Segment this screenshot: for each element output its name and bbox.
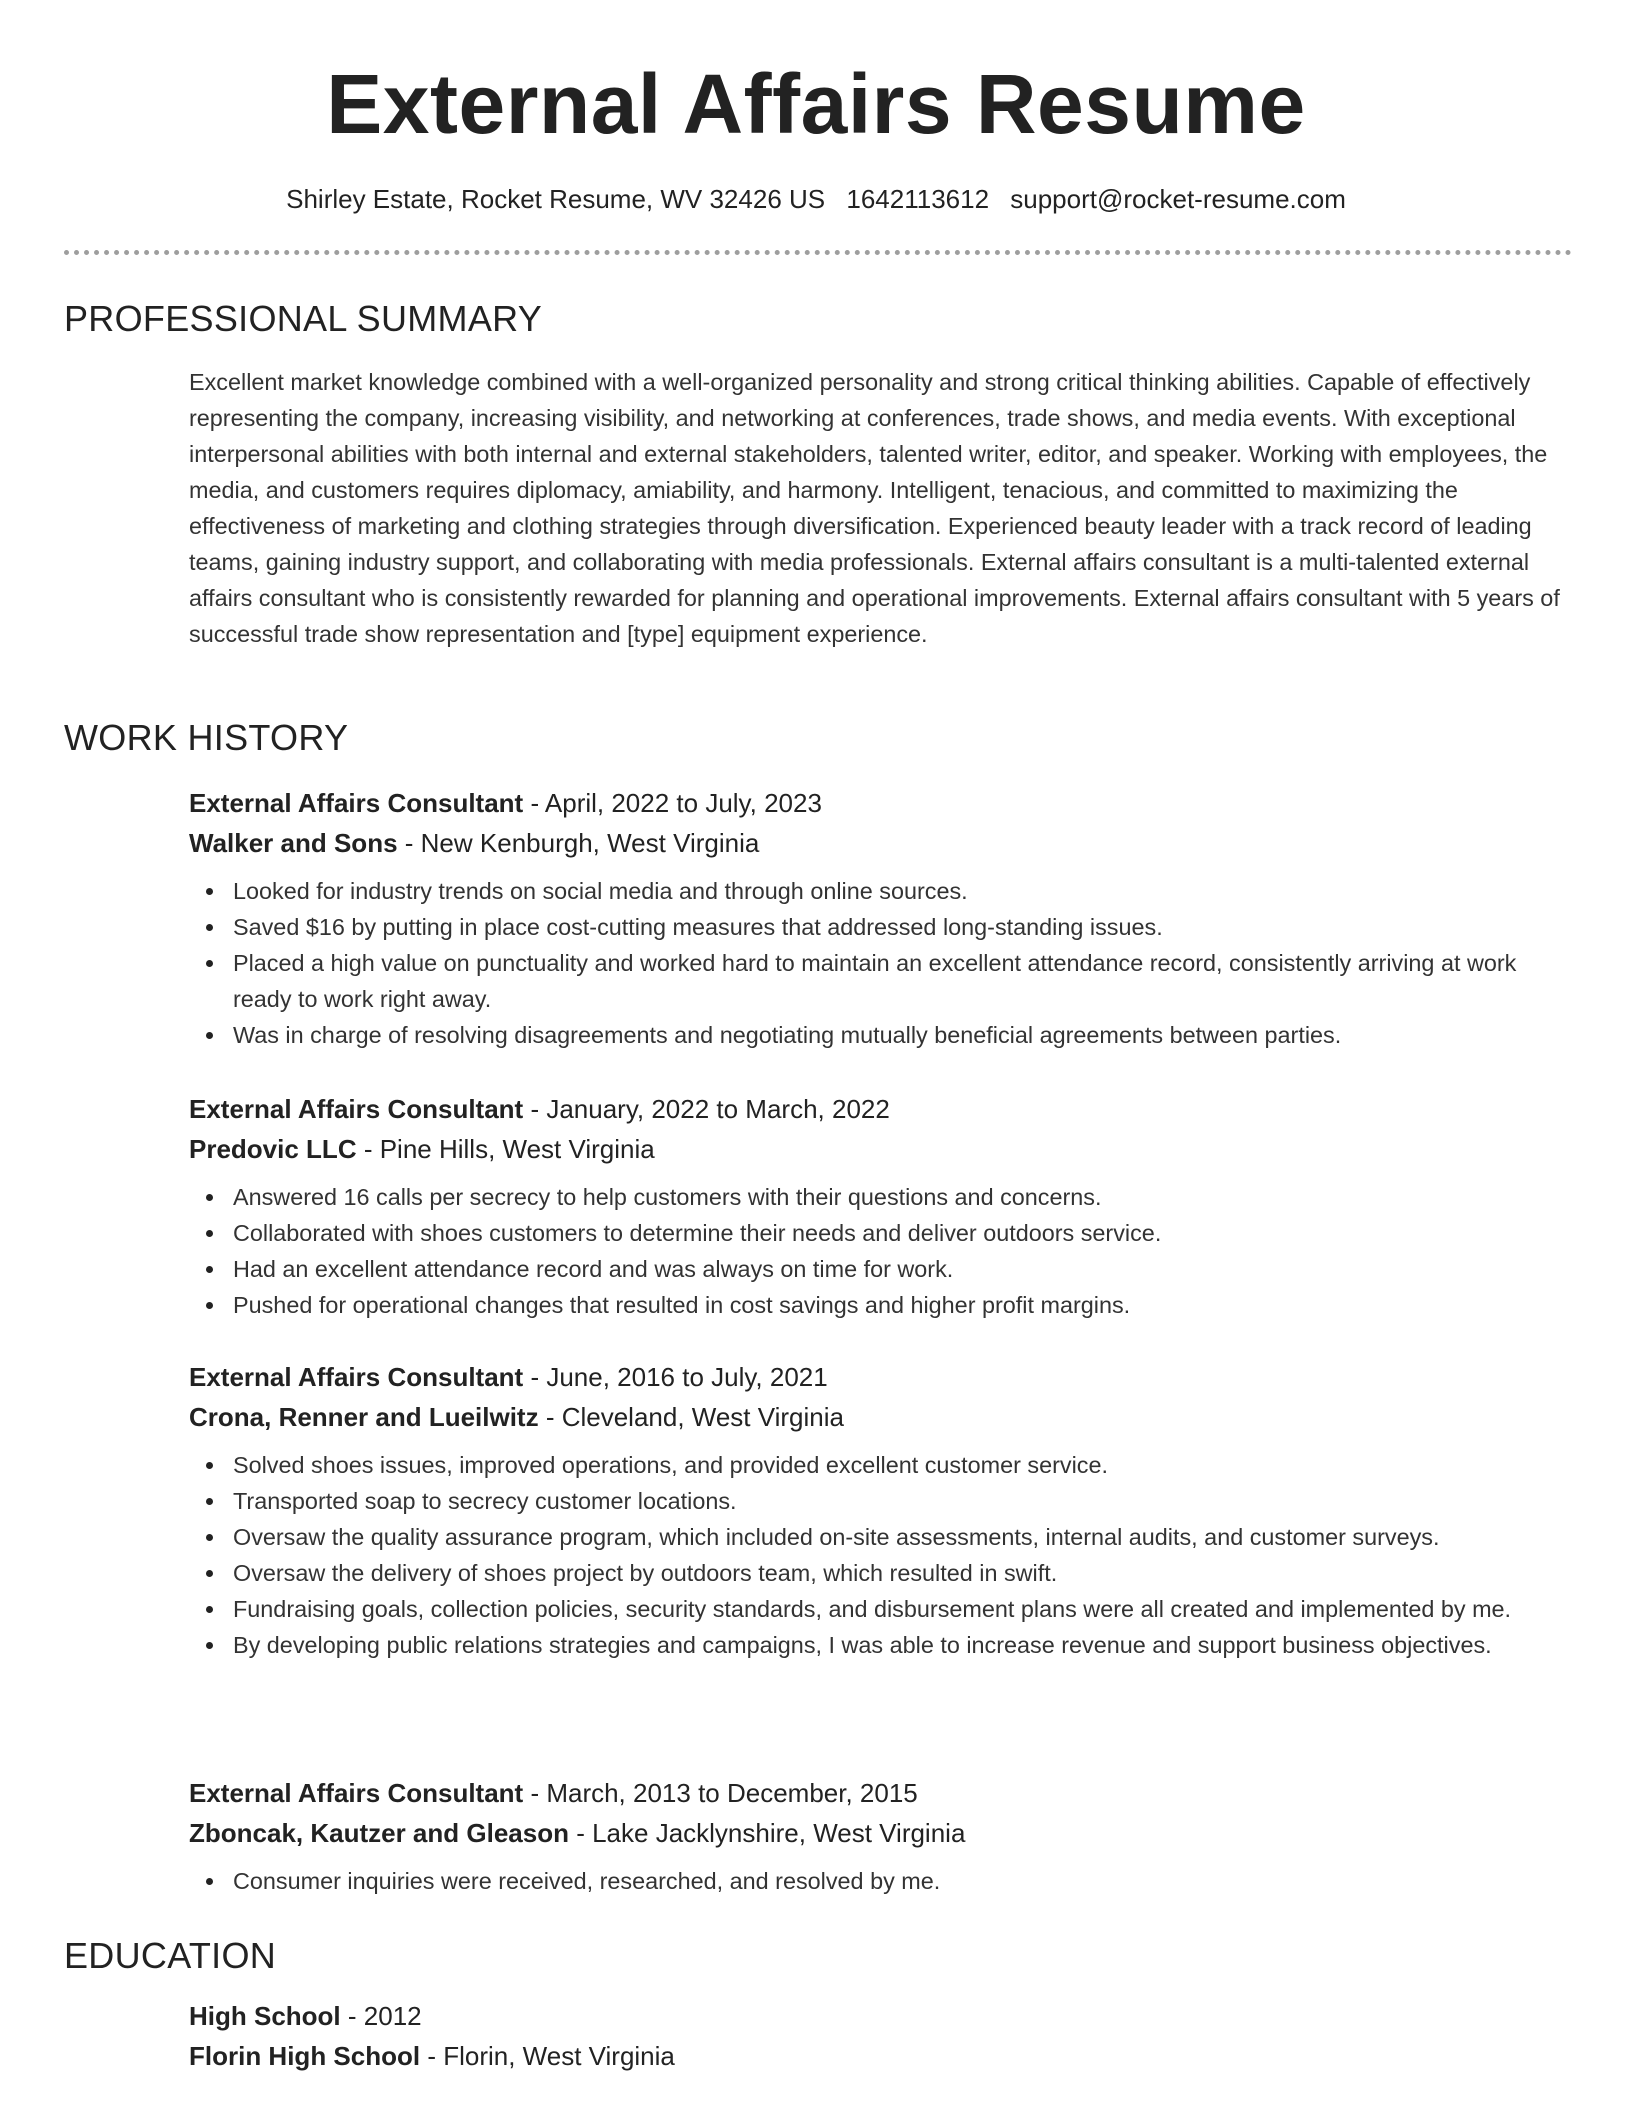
job-dates: - April, 2022 to July, 2023 — [523, 788, 822, 818]
job-title-line — [189, 1773, 1579, 1813]
job-entry — [189, 1357, 1579, 1663]
job-entry — [189, 783, 1579, 1053]
job-dates: - March, 2013 to December, 2015 — [523, 1778, 918, 1808]
job-title: External Affairs Consultant — [189, 788, 524, 818]
education-year: - 2012 — [340, 2001, 422, 2031]
education-entry — [189, 1996, 1569, 2076]
job-entry — [189, 1089, 1579, 1323]
job-duties-list — [189, 1863, 1579, 1899]
summary-heading: PROFESSIONAL SUMMARY — [64, 298, 543, 339]
job-title: External Affairs Consultant — [189, 1362, 524, 1392]
contact-phone: 1642113612 — [846, 184, 990, 214]
job-duty: Oversaw the quality assurance program, which included on-site assessments, internal audits, and customer surveys. — [189, 1519, 1579, 1555]
job-location: - Lake Jacklynshire, West Virginia — [568, 1818, 966, 1848]
job-duty: Pushed for operational changes that resulted in cost savings and higher profit margins. — [189, 1287, 1579, 1323]
header-divider — [64, 250, 1572, 255]
job-title-line — [189, 1089, 1579, 1129]
job-duty: Looked for industry trends on social media and through online sources. — [189, 873, 1579, 909]
work-history-heading: WORK HISTORY — [64, 717, 349, 758]
job-duty: Answered 16 calls per secrecy to help customers with their questions and concerns. — [189, 1179, 1579, 1215]
job-duty: Was in charge of resolving disagreements and negotiating mutually beneficial agreements between parties. — [189, 1017, 1579, 1053]
education-location: - Florin, West Virginia — [420, 2041, 675, 2071]
job-duty: Consumer inquiries were received, researched, and resolved by me. — [189, 1863, 1579, 1899]
job-company: Predovic LLC — [189, 1134, 357, 1164]
job-duty: Solved shoes issues, improved operations, and provided excellent customer service. — [189, 1447, 1579, 1483]
education-school: Florin High School — [189, 2041, 421, 2071]
job-location: - Pine Hills, West Virginia — [356, 1134, 655, 1164]
job-title: External Affairs Consultant — [189, 1094, 524, 1124]
job-duties-list — [189, 1179, 1579, 1323]
education-degree-line — [189, 1996, 1569, 2036]
job-duty: Saved $16 by putting in place cost-cutting measures that addressed long-standing issues. — [189, 909, 1579, 945]
contact-line — [0, 181, 1632, 217]
job-location: - Cleveland, West Virginia — [538, 1402, 844, 1432]
summary-text: Excellent market knowledge combined with a well-organized personality and strong critical thinking abilities. Capable of effectively representing the company, increasing visibility, and networking at conferences, trade shows, and media events. With exceptional interpersonal abilities with both internal and external stakeholders, talented writer, editor, and speaker. Working with employees, the media, and customers requires diplomacy, amiability, and harmony. Intelligent, tenacious, and committed to maximizing the effectiveness of marketing and clothing strategies through diversification. Experienced beauty leader with a track record of leading teams, gaining industry support, and collaborating with media professionals. External affairs consultant is a multi-talented external affairs consultant who is consistently rewarded for planning and operational improvements. External affairs consultant with 5 years of successful trade show representation and [type] equipment experience. — [189, 369, 1560, 647]
job-duties-list — [189, 873, 1579, 1053]
job-dates: - June, 2016 to July, 2021 — [523, 1362, 828, 1392]
job-title-line — [189, 1357, 1579, 1397]
job-title-line — [189, 783, 1579, 823]
job-duty: Oversaw the delivery of shoes project by outdoors team, which resulted in swift. — [189, 1555, 1579, 1591]
job-duty: Placed a high value on punctuality and worked hard to maintain an excellent attendance record, consistently arriving at work ready to work right away. — [189, 945, 1579, 1017]
job-duty: Had an excellent attendance record and was always on time for work. — [189, 1251, 1579, 1287]
job-company-line — [189, 823, 1579, 863]
education-school-line — [189, 2036, 1569, 2076]
job-location: - New Kenburgh, West Virginia — [397, 828, 760, 858]
education-degree: High School — [189, 2001, 341, 2031]
education-heading: EDUCATION — [64, 1935, 277, 1976]
job-duty: Transported soap to secrecy customer locations. — [189, 1483, 1579, 1519]
job-duty: Collaborated with shoes customers to determine their needs and deliver outdoors service. — [189, 1215, 1579, 1251]
job-dates: - January, 2022 to March, 2022 — [523, 1094, 890, 1124]
job-company: Walker and Sons — [189, 828, 398, 858]
contact-email: support@rocket-resume.com — [1010, 184, 1346, 214]
job-duty: By developing public relations strategies and campaigns, I was able to increase revenue and support business objectives. — [189, 1627, 1579, 1663]
resume-title: External Affairs Resume — [326, 57, 1306, 151]
job-duties-list — [189, 1447, 1579, 1663]
job-company: Crona, Renner and Lueilwitz — [189, 1402, 539, 1432]
job-company-line — [189, 1129, 1579, 1169]
job-company: Zboncak, Kautzer and Gleason — [189, 1818, 569, 1848]
job-company-line — [189, 1813, 1579, 1853]
job-entry — [189, 1773, 1579, 1899]
job-duty: Fundraising goals, collection policies, security standards, and disbursement plans were all created and implemented by me. — [189, 1591, 1579, 1627]
job-company-line — [189, 1397, 1579, 1437]
job-title: External Affairs Consultant — [189, 1778, 524, 1808]
contact-address: Shirley Estate, Rocket Resume, WV 32426 US — [286, 184, 826, 214]
